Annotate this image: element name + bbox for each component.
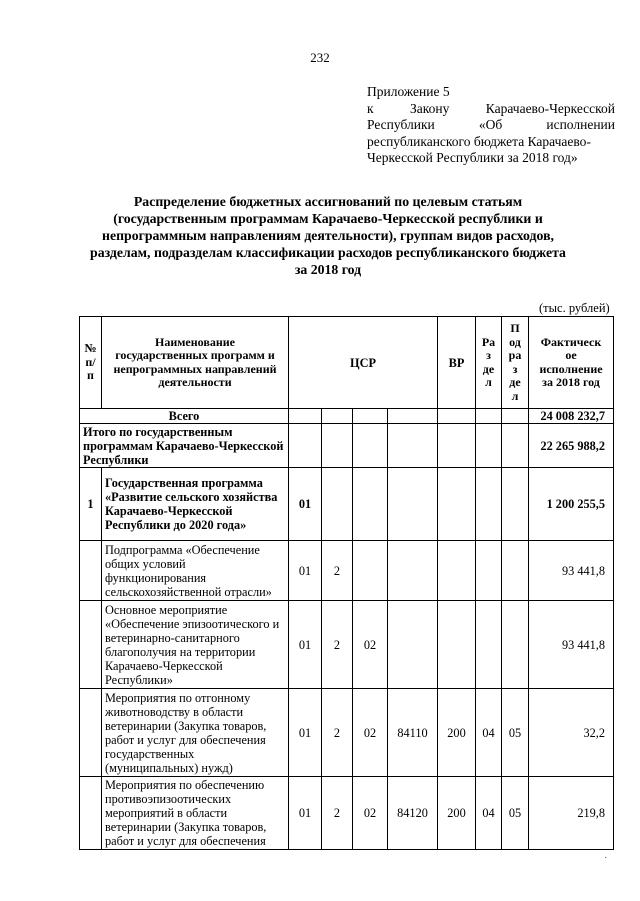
- row-num: [80, 777, 102, 850]
- table-header-row: [80, 317, 614, 409]
- table-row-activity: [80, 777, 614, 850]
- appendix-line-3: [367, 117, 615, 134]
- row-csr2: 2: [322, 541, 353, 601]
- appendix-word: исполнении: [546, 117, 615, 132]
- row-name: Итого по государственным программам Карачаево-Черкесской Республики: [80, 424, 289, 468]
- row-csr1: 01: [289, 777, 322, 850]
- row-name: Всего: [80, 409, 289, 424]
- row-csr2: [322, 409, 353, 424]
- header-text: Наименование: [155, 334, 235, 349]
- appendix-word: Карачаево-Черкесской: [485, 100, 615, 116]
- appendix-caption: [367, 84, 615, 167]
- header-text: де: [482, 361, 495, 376]
- row-csr2: [322, 424, 353, 468]
- title-line: (государственным программам Карачаево-Черкесской республики и: [113, 211, 543, 226]
- row-pr: [502, 541, 529, 601]
- table-row-main-activity: [80, 601, 614, 689]
- title-line: разделам, подразделам классификации расходов республиканского бюджета: [90, 245, 566, 260]
- row-rz: [476, 424, 502, 468]
- header-vr: ВР: [438, 317, 476, 409]
- row-pr: [502, 409, 529, 424]
- header-text: з: [512, 361, 518, 376]
- table-row-subprogram: [80, 541, 614, 601]
- row-vr: [438, 468, 476, 541]
- row-num: [80, 689, 102, 777]
- row-pr: 05: [502, 689, 529, 777]
- header-text: непрограммных направлений: [113, 361, 277, 376]
- header-text: ое: [565, 348, 577, 362]
- row-csr1: [289, 424, 322, 468]
- table-row-programs-total: [80, 424, 614, 468]
- row-csr2: 2: [322, 689, 353, 777]
- row-csr3: 02: [353, 777, 388, 850]
- table-row-activity: [80, 689, 614, 777]
- budget-table: [79, 316, 614, 850]
- appendix-line-1: Приложение 5: [367, 84, 450, 99]
- row-rz: [476, 601, 502, 689]
- appendix-word: к: [367, 100, 374, 116]
- row-vr: [438, 601, 476, 689]
- row-name: Мероприятия по отгонному животноводству в области ветеринарии (Закупка товаров, работ и услуг для обеспечения государственных (муниципальных) нужд): [102, 689, 289, 777]
- table-row-program: [80, 468, 614, 541]
- row-csr3: 02: [353, 601, 388, 689]
- row-csr1: 01: [289, 541, 322, 601]
- row-name: Основное мероприятие «Обеспечение эпизоотического и ветеринарно-санитарного благополучия на территории Карачаево-Черкесской Республики»: [102, 601, 289, 689]
- row-vr: [438, 541, 476, 601]
- header-text: де: [509, 375, 521, 389]
- title-line: Распределение бюджетных ассигнований по целевым статьям: [133, 194, 523, 209]
- header-text: од: [509, 334, 521, 349]
- row-fact: 24 008 232,7: [529, 409, 614, 424]
- header-num: [80, 317, 102, 409]
- header-podrazdel: [502, 317, 529, 409]
- units-label: (тыс. рублей): [539, 301, 610, 315]
- row-name: Мероприятия по обеспечению противоэпизоотических мероприятий в области ветеринарии (Закупка товаров, работ и услуг для обеспечения: [102, 777, 289, 850]
- row-pr: [502, 468, 529, 541]
- row-fact: 1 200 255,5: [529, 468, 614, 541]
- header-text: государственных программ и: [115, 348, 275, 362]
- row-vr: [438, 424, 476, 468]
- row-csr4: [388, 424, 438, 468]
- row-csr2: [322, 468, 353, 541]
- row-csr4: [388, 409, 438, 424]
- header-text: л: [511, 388, 519, 403]
- appendix-word: Закону: [409, 100, 450, 116]
- appendix-word: «Об: [478, 117, 503, 132]
- row-pr: [502, 601, 529, 689]
- row-name: Государственная программа «Развитие сельского хозяйства Карачаево-Черкесской Республики до 2020 года»: [102, 468, 289, 541]
- header-text: деятельности: [158, 375, 232, 389]
- header-text: з: [486, 348, 491, 362]
- appendix-word: Республики: [367, 117, 435, 132]
- row-csr4: [388, 541, 438, 601]
- appendix-line-2: [367, 101, 615, 118]
- row-csr4: [388, 468, 438, 541]
- row-rz: [476, 541, 502, 601]
- row-fact: 93 441,8: [529, 541, 614, 601]
- row-vr: 200: [438, 689, 476, 777]
- row-csr1: 01: [289, 689, 322, 777]
- row-csr3: [353, 409, 388, 424]
- header-name: [102, 317, 289, 409]
- row-fact: 93 441,8: [529, 601, 614, 689]
- row-csr3: [353, 468, 388, 541]
- row-num: 1: [80, 468, 102, 541]
- row-csr2: 2: [322, 601, 353, 689]
- header-csr: ЦСР: [289, 317, 438, 409]
- appendix-line-4: республиканского бюджета Карачаево-: [367, 133, 591, 149]
- header-text: п: [87, 368, 94, 383]
- row-name: Подпрограмма «Обеспечение общих условий функционирования сельскохозяйственной отрасли»: [102, 541, 289, 601]
- row-csr3: 02: [353, 689, 388, 777]
- row-vr: 200: [438, 777, 476, 850]
- header-text: Фактическ: [540, 334, 602, 349]
- row-csr1: 01: [289, 601, 322, 689]
- title-line: за 2018 год: [294, 262, 362, 277]
- header-text: исполнение: [539, 361, 603, 376]
- row-csr3: [353, 424, 388, 468]
- row-num: [80, 541, 102, 601]
- header-text: ра: [508, 348, 522, 362]
- page-number: 232: [310, 50, 330, 65]
- row-rz: [476, 409, 502, 424]
- document-title: [78, 193, 578, 278]
- row-csr4: 84110: [388, 689, 438, 777]
- row-csr4: 84120: [388, 777, 438, 850]
- row-csr3: [353, 541, 388, 601]
- row-rz: 04: [476, 689, 502, 777]
- header-text: за 2018 год: [542, 375, 600, 389]
- row-rz: [476, 468, 502, 541]
- scan-speck: ˙: [604, 856, 608, 867]
- row-pr: [502, 424, 529, 468]
- row-csr1: [289, 409, 322, 424]
- row-csr4: [388, 601, 438, 689]
- header-fact: [529, 317, 614, 409]
- row-csr1: 01: [289, 468, 322, 541]
- appendix-line-5: Черкесской Республики за 2018 год»: [367, 150, 578, 165]
- header-text: п/: [85, 354, 96, 369]
- row-pr: 05: [502, 777, 529, 850]
- header-razdel: [476, 317, 502, 409]
- header-text: П: [510, 321, 520, 335]
- row-rz: 04: [476, 777, 502, 850]
- row-fact: 22 265 988,2: [529, 424, 614, 468]
- title-line: непрограммным направлениям деятельности), группам видов расходов,: [102, 228, 554, 243]
- row-fact: 32,2: [529, 689, 614, 777]
- header-text: №: [84, 341, 97, 356]
- header-text: л: [485, 375, 492, 389]
- header-text: Ра: [481, 334, 496, 349]
- row-fact: 219,8: [529, 777, 614, 850]
- table-row-total: [80, 409, 614, 424]
- row-vr: [438, 409, 476, 424]
- row-num: [80, 601, 102, 689]
- row-csr2: 2: [322, 777, 353, 850]
